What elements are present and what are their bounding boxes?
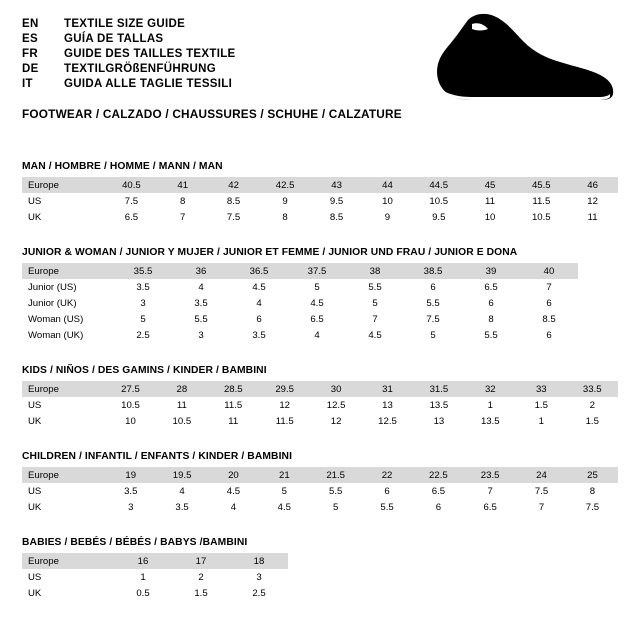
- size-cell: 7.5: [426, 313, 440, 325]
- size-cell: 5: [140, 313, 146, 325]
- size-cell: 16: [114, 553, 172, 569]
- size-cell: 41: [157, 177, 208, 193]
- size-cell: 11: [587, 211, 598, 223]
- size-cell: 19: [105, 467, 156, 483]
- size-cell: 3: [140, 297, 146, 309]
- size-cell: 17: [172, 553, 230, 569]
- size-cell: 4.5: [277, 501, 292, 513]
- section-title: BABIES / BEBÉS / BÉBÉS / BABYS /BAMBINI: [22, 537, 248, 548]
- size-cell: 6: [384, 485, 390, 497]
- table-row: [22, 397, 618, 413]
- size-cell: 36: [172, 263, 230, 279]
- table-row: [22, 483, 618, 499]
- size-cell: 8: [282, 211, 288, 223]
- row-label: US: [28, 195, 42, 207]
- size-cell: 6.5: [310, 313, 324, 325]
- size-cell: 9.5: [432, 211, 446, 223]
- size-cell: 40: [520, 263, 578, 279]
- size-cell: 3.5: [175, 501, 189, 513]
- size-cell: 9.5: [329, 195, 344, 207]
- size-cell: 12: [330, 415, 342, 427]
- size-cell: 27.5: [105, 381, 156, 397]
- size-cell: 31.5: [413, 381, 464, 397]
- size-cell: 28.5: [208, 381, 259, 397]
- size-cell: 5.5: [368, 281, 382, 293]
- table-row: [22, 499, 618, 515]
- size-cell: 44.5: [413, 177, 465, 193]
- size-cell: 35.5: [114, 263, 172, 279]
- size-section: [22, 365, 618, 429]
- row-label: US: [28, 485, 42, 497]
- table-row: [22, 553, 288, 569]
- size-cell: 2: [198, 571, 204, 583]
- size-cell: 6: [256, 313, 262, 325]
- size-cell: 7.5: [534, 485, 549, 497]
- size-cell: 6: [430, 281, 436, 293]
- language-list: [22, 16, 236, 91]
- size-cell: 11.5: [275, 415, 294, 427]
- size-section: [22, 451, 618, 515]
- size-cell: 46: [567, 177, 618, 193]
- language-code: IT: [22, 77, 33, 90]
- size-cell: 5.5: [194, 313, 208, 325]
- language-label: GUIDA ALLE TAGLIE TESSILI: [64, 77, 233, 90]
- size-cell: 5: [281, 485, 288, 497]
- size-cell: 6.5: [124, 211, 139, 223]
- header: [22, 16, 618, 121]
- size-cell: 4.5: [368, 329, 382, 341]
- size-cell: 43: [311, 177, 362, 193]
- size-cell: 1: [487, 399, 493, 411]
- size-cell: 10: [484, 211, 496, 223]
- size-cell: 38.5: [404, 263, 462, 279]
- size-cell: 11.5: [224, 399, 243, 411]
- language-code: DE: [22, 62, 39, 75]
- size-table: [22, 177, 618, 225]
- language-code: FR: [22, 47, 38, 60]
- table-row: [22, 569, 288, 585]
- size-cell: 31: [362, 381, 413, 397]
- row-label: Europe: [22, 553, 114, 569]
- size-cell: 24: [516, 467, 567, 483]
- size-cell: 4.5: [310, 297, 324, 309]
- size-cell: 19.5: [156, 467, 208, 483]
- size-cell: 1.5: [585, 415, 599, 427]
- row-label: US: [28, 571, 42, 583]
- size-cell: 11.5: [532, 195, 551, 207]
- size-cell: 18: [230, 553, 288, 569]
- size-cell: 44: [362, 177, 413, 193]
- size-cell: 10: [125, 415, 136, 427]
- size-cell: 8: [488, 313, 494, 325]
- size-table: [22, 467, 618, 515]
- section-title: MAN / HOMBRE / HOMME / MANN / MAN: [22, 161, 223, 172]
- row-label: US: [28, 399, 42, 411]
- size-cell: 1: [140, 571, 146, 583]
- size-cell: 13: [433, 415, 445, 427]
- size-cell: 10.5: [429, 195, 449, 207]
- size-cell: 3.5: [136, 281, 150, 293]
- section-title: KIDS / NIÑOS / DES GAMINS / KINDER / BAMBINI: [22, 365, 267, 376]
- table-row: [22, 413, 618, 429]
- size-cell: 21.5: [310, 467, 362, 483]
- size-cell: 6: [546, 329, 552, 341]
- row-label: Europe: [22, 381, 105, 397]
- size-cell: 6: [435, 501, 442, 513]
- row-label: UK: [28, 211, 42, 223]
- size-cell: 3: [198, 329, 204, 341]
- size-cell: 33.5: [567, 381, 618, 397]
- size-cell: 6.5: [483, 501, 497, 513]
- size-cell: 4: [230, 501, 237, 513]
- size-cell: 32: [465, 381, 516, 397]
- size-cell: 7: [372, 313, 378, 325]
- size-cell: 2: [589, 399, 595, 411]
- size-cell: 5: [314, 281, 320, 293]
- size-cell: 13.5: [480, 415, 500, 427]
- row-label: UK: [28, 501, 42, 513]
- size-cell: 7.5: [124, 195, 139, 207]
- size-cell: 6: [546, 297, 552, 309]
- size-cell: 42: [208, 177, 259, 193]
- language-code: ES: [22, 32, 38, 45]
- size-cell: 12: [279, 399, 291, 411]
- row-label: Junior (US): [28, 281, 77, 293]
- table-row: [22, 209, 618, 225]
- size-cell: 12.5: [378, 415, 397, 427]
- size-cell: 5.5: [329, 485, 343, 497]
- table-row: [22, 467, 618, 483]
- row-label: Woman (UK): [28, 329, 84, 341]
- size-cell: 33: [516, 381, 567, 397]
- language-row: [22, 61, 236, 76]
- size-cell: 25: [567, 467, 618, 483]
- size-section: [22, 537, 618, 601]
- row-label: Woman (US): [28, 313, 84, 325]
- size-cell: 3: [128, 501, 134, 513]
- table-row: [22, 585, 288, 601]
- size-cell: 8.5: [226, 195, 241, 207]
- size-cell: 2.5: [252, 587, 266, 599]
- size-cell: 22: [362, 467, 413, 483]
- size-cell: 10.5: [121, 399, 140, 411]
- size-cell: 40.5: [105, 177, 157, 193]
- size-cell: 22.5: [413, 467, 465, 483]
- language-row: [22, 16, 236, 31]
- size-cell: 7.5: [226, 211, 241, 223]
- row-label: UK: [28, 587, 42, 599]
- row-label: Junior (UK): [28, 297, 77, 309]
- size-cell: 39: [462, 263, 520, 279]
- size-cell: 11: [176, 399, 187, 411]
- table-row: [22, 279, 578, 295]
- size-cell: 5: [430, 329, 436, 341]
- size-cell: 5.5: [484, 329, 498, 341]
- size-table: [22, 381, 618, 429]
- size-cell: 23.5: [464, 467, 516, 483]
- size-cell: 4: [256, 297, 262, 309]
- size-cell: 7: [546, 281, 552, 293]
- size-table: [22, 263, 578, 343]
- language-code: EN: [22, 17, 39, 30]
- size-cell: 37.5: [288, 263, 346, 279]
- size-cell: 3: [256, 571, 262, 583]
- section-title: JUNIOR & WOMAN / JUNIOR Y MUJER / JUNIOR ET FEMME / JUNIOR UND FRAU / JUNIOR E DONA: [22, 247, 518, 258]
- size-cell: 1.5: [534, 399, 548, 411]
- language-row: [22, 31, 236, 46]
- size-cell: 12: [587, 195, 598, 207]
- table-row: [22, 311, 578, 327]
- language-label: TEXTILE SIZE GUIDE: [64, 17, 186, 30]
- size-cell: 42.5: [259, 177, 311, 193]
- size-cell: 45.5: [515, 177, 567, 193]
- size-cell: 8.5: [329, 211, 344, 223]
- language-label: GUÍA DE TALLAS: [64, 32, 164, 45]
- size-cell: 11: [485, 195, 495, 207]
- size-cell: 7: [180, 211, 186, 223]
- size-cell: 10.5: [531, 211, 551, 223]
- size-cell: 3.5: [252, 329, 266, 341]
- language-label: GUIDE DES TAILLES TEXTILE: [64, 47, 236, 60]
- language-label: TEXTILGRÖßENFÜHRUNG: [64, 62, 216, 75]
- size-section: [22, 161, 618, 225]
- row-label: Europe: [22, 467, 105, 483]
- size-section: [22, 247, 618, 343]
- size-cell: 9: [282, 195, 288, 207]
- size-cell: 3.5: [124, 485, 138, 497]
- table-row: [22, 193, 618, 209]
- table-row: [22, 263, 578, 279]
- size-cell: 1.5: [194, 587, 208, 599]
- table-row: [22, 177, 618, 193]
- size-cell: 6: [488, 297, 494, 309]
- size-table: [22, 553, 288, 601]
- table-row: [22, 381, 618, 397]
- size-sections: [22, 161, 618, 601]
- language-row: [22, 76, 236, 91]
- size-cell: 21: [259, 467, 310, 483]
- language-row: [22, 46, 236, 61]
- size-cell: 28: [156, 381, 207, 397]
- size-cell: 5: [372, 297, 378, 309]
- section-title: CHILDREN / INFANTIL / ENFANTS / KINDER / BAMBINI: [22, 451, 293, 462]
- size-cell: 7.5: [585, 501, 600, 513]
- size-cell: 5.5: [426, 297, 440, 309]
- size-cell: 29.5: [259, 381, 310, 397]
- size-cell: 13: [382, 399, 393, 411]
- row-label: Europe: [22, 177, 105, 193]
- size-cell: 8: [180, 195, 186, 207]
- size-cell: 5.5: [380, 501, 394, 513]
- size-cell: 0.5: [136, 587, 150, 599]
- table-row: [22, 295, 578, 311]
- dress-shoe-icon: [428, 10, 618, 102]
- size-cell: 9: [384, 211, 391, 223]
- size-cell: 4.5: [226, 485, 241, 497]
- size-cell: 13.5: [429, 399, 449, 411]
- size-cell: 20: [208, 467, 259, 483]
- row-label: Europe: [22, 263, 114, 279]
- size-cell: 8: [589, 485, 596, 497]
- size-cell: 6.5: [431, 485, 446, 497]
- size-cell: 7: [538, 501, 545, 513]
- size-cell: 4.5: [252, 281, 266, 293]
- size-cell: 10: [382, 195, 393, 207]
- size-cell: 4: [179, 485, 185, 497]
- size-cell: 11: [228, 415, 239, 427]
- category-title: FOOTWEAR / CALZADO / CHAUSSURES / SCHUHE / CALZATURE: [22, 107, 402, 121]
- size-cell: 8.5: [542, 313, 556, 325]
- size-cell: 3.5: [194, 297, 208, 309]
- size-cell: 4: [314, 329, 320, 341]
- size-cell: 45: [465, 177, 516, 193]
- size-cell: 10.5: [172, 415, 192, 427]
- size-cell: 30: [310, 381, 361, 397]
- size-cell: 36.5: [230, 263, 288, 279]
- size-cell: 6.5: [484, 281, 498, 293]
- size-cell: 1: [538, 415, 544, 427]
- size-cell: 5: [333, 501, 339, 513]
- size-cell: 38: [346, 263, 404, 279]
- row-label: UK: [28, 415, 42, 427]
- size-cell: 4: [198, 281, 204, 293]
- size-cell: 2.5: [136, 329, 150, 341]
- size-cell: 12.5: [326, 399, 346, 411]
- table-row: [22, 327, 578, 343]
- size-cell: 7: [487, 485, 493, 497]
